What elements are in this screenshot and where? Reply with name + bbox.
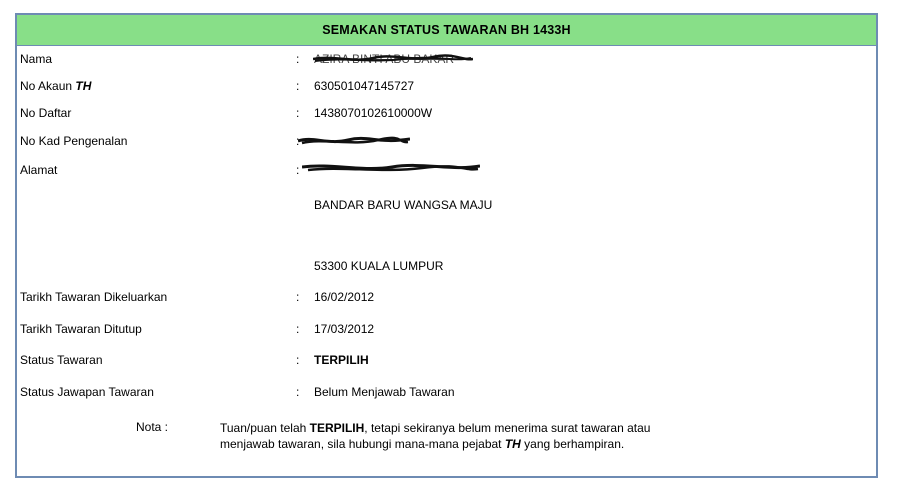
nota-label: Nota : [136, 420, 169, 434]
alamat-line2: BANDAR BARU WANGSA MAJU [314, 198, 493, 212]
tarikh-keluar-value: 16/02/2012 [314, 290, 375, 304]
no-kad-label: No Kad Pengenalan [20, 134, 128, 148]
nama-redaction-scribble [313, 53, 473, 65]
nota-part1: Tuan/puan telah [220, 421, 310, 435]
no-daftar-label: No Daftar [20, 106, 72, 120]
alamat-redaction-scribble [302, 162, 480, 174]
no-daftar-colon: : [296, 106, 300, 120]
offer-status-panel [15, 13, 878, 478]
nota-part2: TERPILIH [309, 421, 365, 435]
panel-header [17, 15, 876, 46]
tarikh-keluar-label: Tarikh Tawaran Dikeluarkan [20, 290, 168, 304]
status-tawaran-colon: : [296, 353, 300, 367]
alamat-label: Alamat [20, 163, 58, 177]
status-tawaran-label: Status Tawaran [20, 353, 103, 367]
nota-text [220, 420, 670, 452]
no-akaun-label-text: No Akaun [20, 79, 73, 93]
tarikh-tutup-value: 17/03/2012 [314, 322, 375, 336]
status-jawapan-colon: : [296, 385, 300, 399]
status-jawapan-value: Belum Menjawab Tawaran [314, 385, 455, 399]
no-kad-redaction-scribble [298, 135, 410, 147]
alamat-line3: 53300 KUALA LUMPUR [314, 259, 444, 273]
alamat-colon: : [296, 163, 300, 177]
no-akaun-value: 630501047145727 [314, 79, 415, 93]
no-akaun-label-emph: TH [75, 79, 92, 93]
nama-colon: : [296, 52, 300, 66]
tarikh-keluar-colon: : [296, 290, 300, 304]
no-akaun-label [20, 79, 91, 93]
no-kad-colon: : [296, 134, 300, 148]
tarikh-tutup-colon: : [296, 322, 300, 336]
nama-label: Nama [20, 52, 53, 66]
nota-part3: , tetapi sekiranya belum menerima surat tawaran atau menjawab tawaran, sila hubungi mana-mana pejabat [220, 421, 651, 451]
nota-part5: yang berhampiran. [520, 437, 625, 451]
no-daftar-value: 1438070102610000W [314, 106, 433, 120]
page-title: SEMAKAN STATUS TAWARAN BH 1433H [322, 23, 571, 37]
no-akaun-colon: : [296, 79, 300, 93]
status-jawapan-label: Status Jawapan Tawaran [20, 385, 154, 399]
nama-value: AZIRA BINTI ABU BAKAR [314, 52, 455, 66]
nota-part4: TH [504, 437, 521, 451]
status-tawaran-value: TERPILIH [314, 353, 369, 367]
tarikh-tutup-label: Tarikh Tawaran Ditutup [20, 322, 142, 336]
